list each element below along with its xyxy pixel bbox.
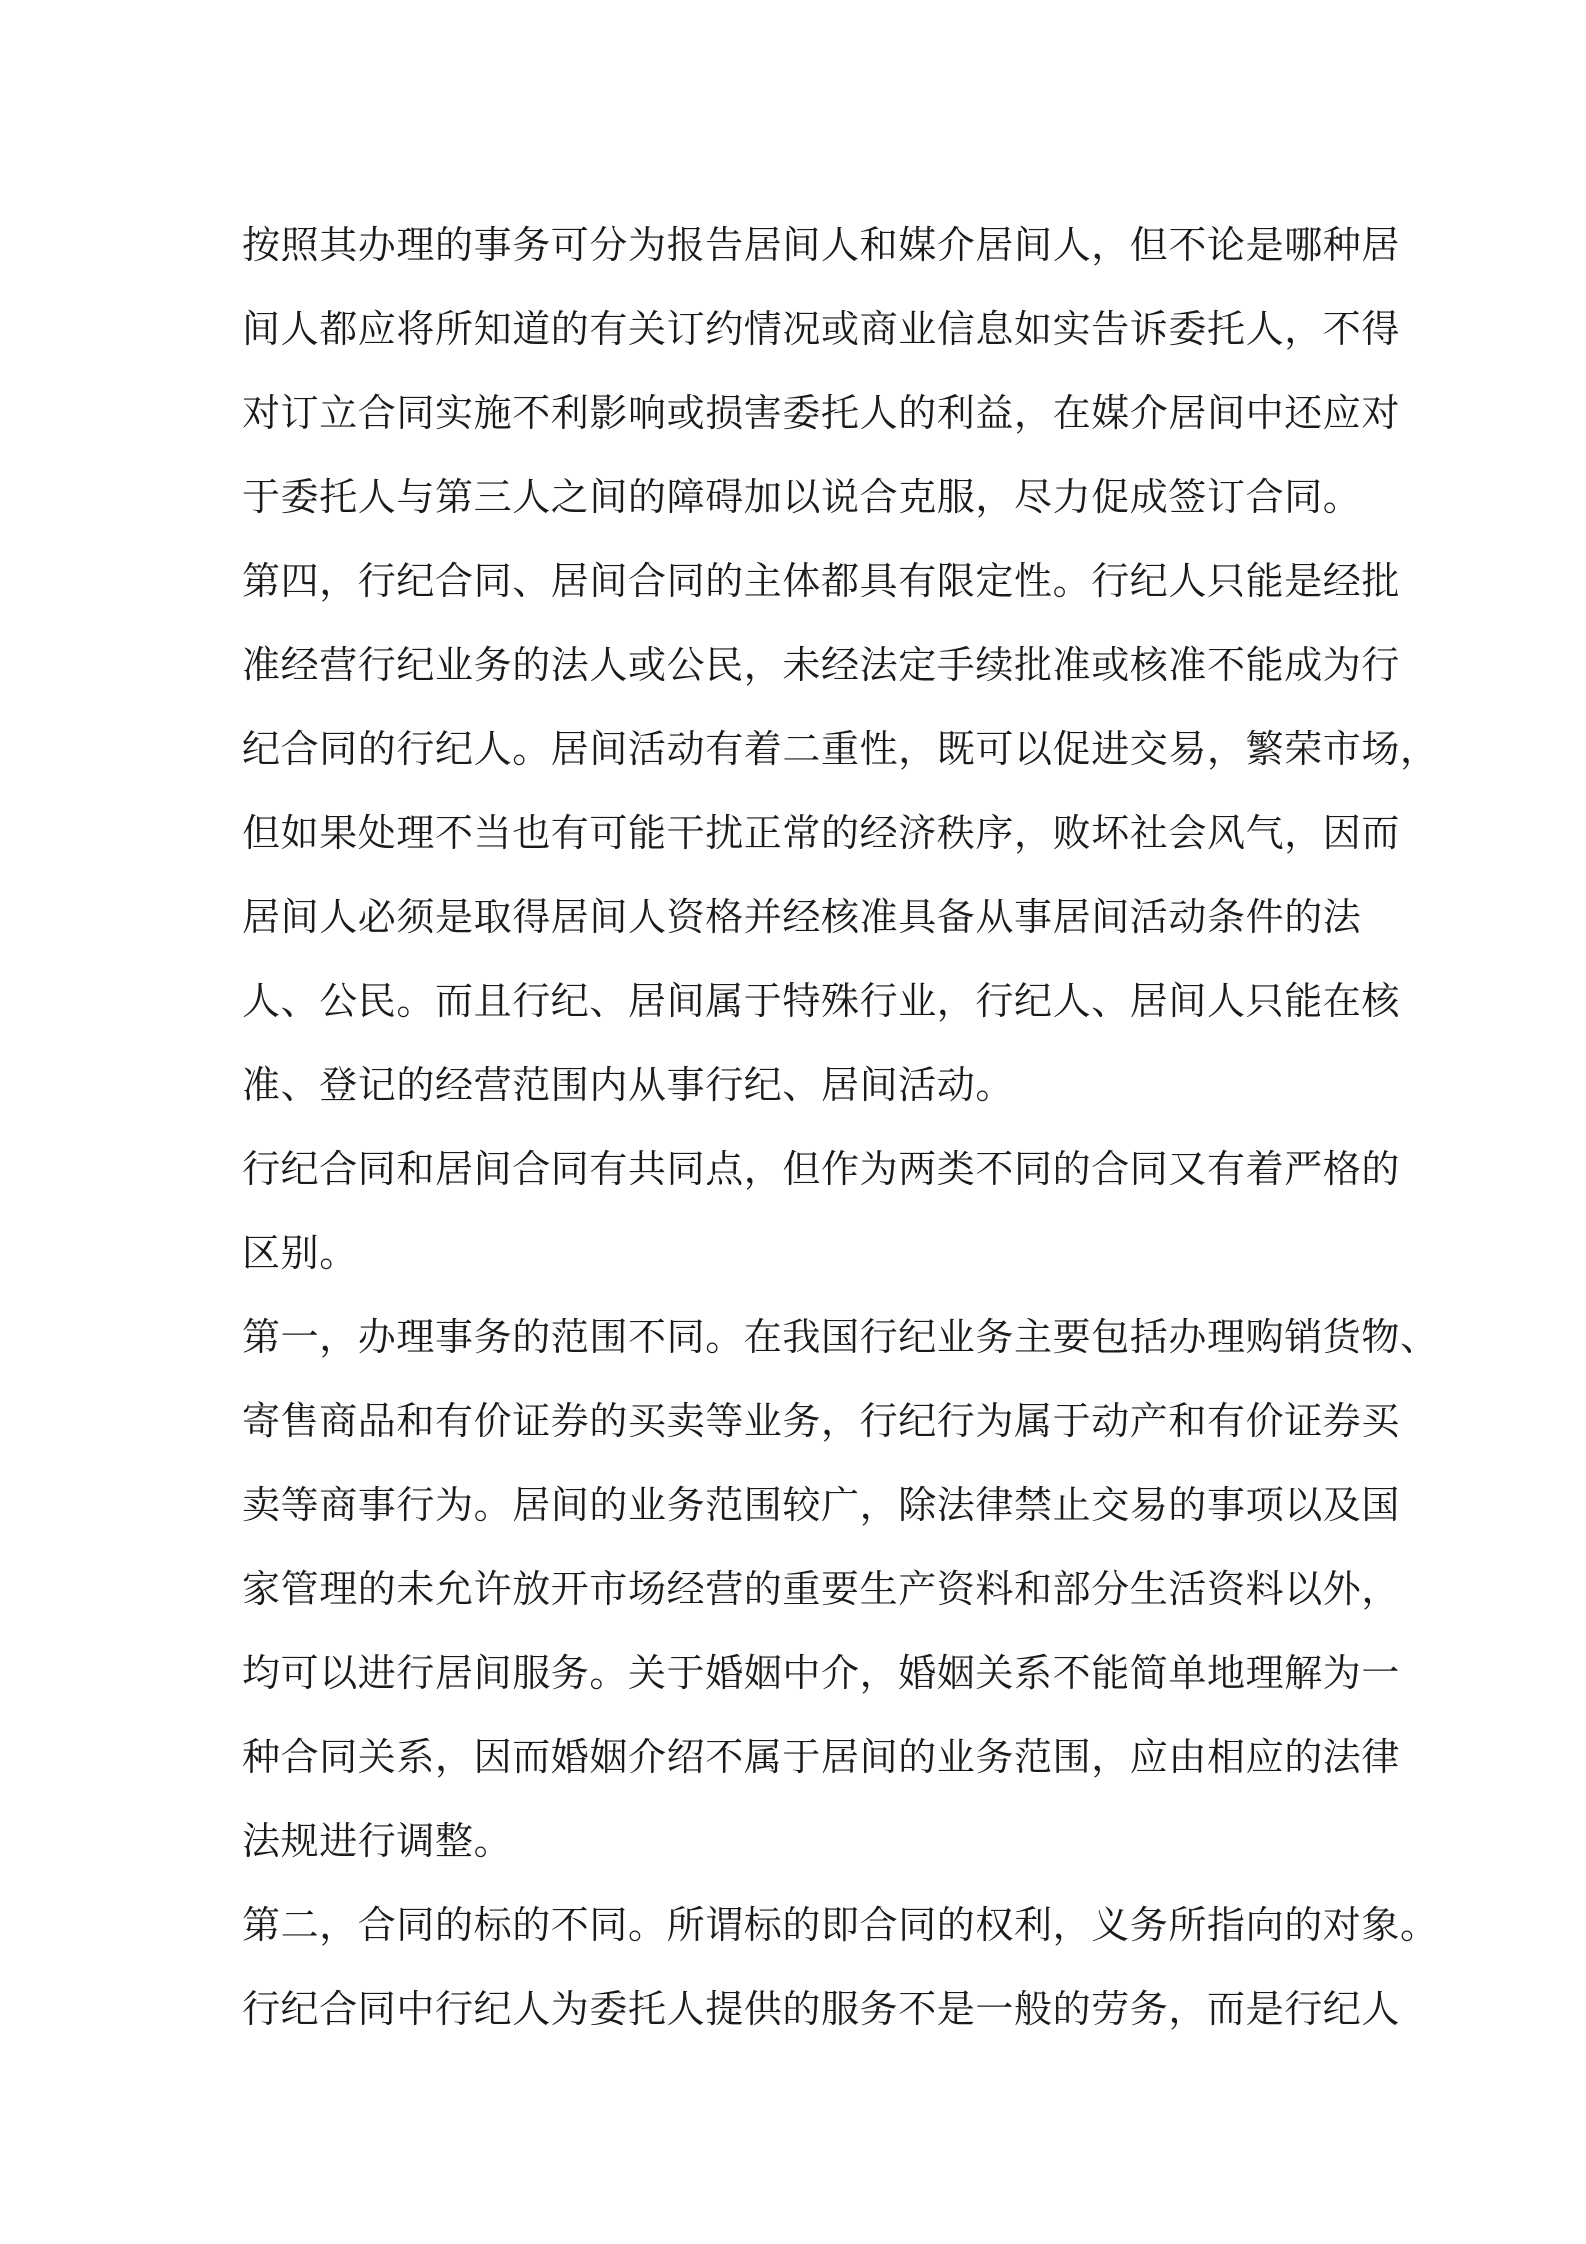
- text-line: 家管理的未允许放开市场经营的重要生产资料和部分生活资料以外，: [242, 1567, 1401, 1611]
- text-line: 区别。: [242, 1231, 358, 1275]
- text-line: 卖等商事行为。居间的业务范围较广，除法律禁止交易的事项以及国: [242, 1483, 1401, 1527]
- text-line: 间人都应将所知道的有关订约情况或商业信息如实告诉委托人，不得: [242, 307, 1401, 351]
- text-line: 按照其办理的事务可分为报告居间人和媒介居间人，但不论是哪种居: [242, 223, 1401, 267]
- text-line: 但如果处理不当也有可能干扰正常的经济秩序，败坏社会风气，因而: [242, 811, 1401, 855]
- text-line: 人、公民。而且行纪、居间属于特殊行业，行纪人、居间人只能在核: [242, 979, 1401, 1023]
- text-line: 准经营行纪业务的法人或公民，未经法定手续批准或核准不能成为行: [242, 643, 1401, 687]
- text-line: 居间人必须是取得居间人资格并经核准具备从事居间活动条件的法: [242, 895, 1362, 939]
- text-line: 行纪合同中行纪人为委托人提供的服务不是一般的劳务，而是行纪人: [242, 1987, 1401, 2031]
- text-line: 寄售商品和有价证券的买卖等业务，行纪行为属于动产和有价证券买: [242, 1399, 1401, 1443]
- text-line: 于委托人与第三人之间的障碍加以说合克服，尽力促成签订合同。: [242, 475, 1362, 519]
- text-line: 种合同关系，因而婚姻介绍不属于居间的业务范围，应由相应的法律: [242, 1735, 1401, 1779]
- text-line: 第二，合同的标的不同。所谓标的即合同的权利，义务所指向的对象。: [242, 1903, 1439, 1947]
- document-body: [242, 203, 1439, 2051]
- text-line: 均可以进行居间服务。关于婚姻中介，婚姻关系不能简单地理解为一: [242, 1651, 1401, 1695]
- text-line: 第一，办理事务的范围不同。在我国行纪业务主要包括办理购销货物、: [242, 1315, 1439, 1359]
- text-line: 法规进行调整。: [242, 1819, 513, 1863]
- text-line: 行纪合同和居间合同有共同点，但作为两类不同的合同又有着严格的: [242, 1147, 1401, 1191]
- text-line: 对订立合同实施不利影响或损害委托人的利益，在媒介居间中还应对: [242, 391, 1401, 435]
- text-line: 第四，行纪合同、居间合同的主体都具有限定性。行纪人只能是经批: [242, 559, 1401, 603]
- text-line: 纪合同的行纪人。居间活动有着二重性，既可以促进交易，繁荣市场，: [242, 727, 1439, 771]
- text-line: 准、登记的经营范围内从事行纪、居间活动。: [242, 1063, 1015, 1107]
